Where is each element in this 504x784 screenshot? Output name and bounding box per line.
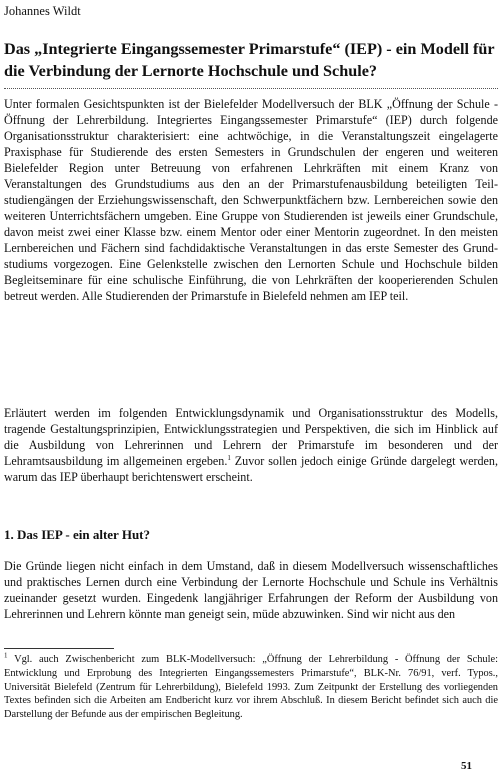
article-title: Das „Integrierte Eingangssemester Primarstufe“ (IEP) - ein Modell für die Verbindung der Lernorte Hochschule und Schule?	[4, 40, 495, 80]
footnote	[4, 653, 498, 722]
footnote-number: 1	[4, 651, 8, 660]
running-head: Johannes Wildt	[4, 4, 81, 18]
paragraph-3: Die Gründe liegen nicht einfach in dem Umstand, daß in diesem Modellversuch wissenschaftliches und praktisches Lernen durch eine Verbindung der Lernorte Hochschule und Schule ins Verhältnis zueinander gesetzt wurden. Eingedenk langjähriger Erfahrungen der Reform der Ausbildung von Lehrerinnen und Lehrern könnte man geneigt sein, müde abzuwinken. Sind wir nicht aus den	[4, 559, 498, 621]
paragraph-1: Unter formalen Gesichtspunkten ist der Bielefelder Modellversuch der BLK „Öffnung der Schule - Öffnung der Lehrerbildung. Integriertes Eingangssemester Primarstufe“ (IEP) durch folgende Organisationsstruktur charakterisiert: eine achtwöchige, in die Veranstaltungszeit eingelagerte Praxisphase für Studierende des ersten Semesters in Grundschulen der engeren und weiteren Bielefelder Region unter Betreuung von erfahrenen Lehrkräften mit einem Kranz von Veranstaltungen des Grundstudiums aus den an der Primarstufenausbildung beteiligten Teilstudiengängen der Erziehungswissenschaft, den Schwerpunktfächern bzw. Lernbereichen sowie den weiteren Unterrichtsfächern umgeben. Eine Gruppe von Studierenden ist jeweils einer Grundschule, davon meist zwei einer Klasse bzw. einem Mentor oder einer Mentorin zugeordnet. In den meisten Lernbereichen und Fächern sind fachdidaktische Veranstaltungen in das erste Semester des Grundstudiums vorgezogen. Eine Gelenkstelle zwischen den Lernorten Schule und Hochschule bilden Begleitseminare für eine schulische Einführung, die von Lehrkräften der kooperierenden Schulen betreut werden. Alle Studierenden der Primarstufe in Bielefeld nehmen am IEP teil.	[4, 97, 498, 303]
paragraph-2-text: Erläutert werden im folgenden Entwicklungsdynamik und Organisationsstruktur des Modells, tragende Gestaltungsprinzipien, Entwicklungsstrategien und Perspektiven, die sich im Hinblick auf die Ausbildung von Lehrerinnen und Lehrern der Primarstufe im besonderen und der Lehramtsausbildung im allgemeinen ergeben.	[4, 406, 498, 468]
page-number: 51	[461, 760, 472, 772]
section-heading: 1. Das IEP - ein alter Hut?	[4, 527, 151, 542]
paragraph-2	[4, 405, 498, 485]
footnote-divider	[4, 648, 114, 649]
footnote-reference: 1	[227, 453, 231, 462]
title-divider	[4, 88, 498, 89]
paragraph-2-continuation: Zuvor sollen jedoch einige Gründe dargelegt werden, warum das IEP überhaupt berichtenswert erscheint.	[4, 454, 498, 484]
footnote-text: Vgl. auch Zwischenbericht zum BLK-Modellversuch: „Öffnung der Lehrerbildung - Öffnung der Schule: Entwicklung und Erprobung des Integrierten Eingangssemesters Primarstufe“, BLK-Nr. 76/91, verf. Typos., Universität Bielefeld (Zentrum für Lehrerbildung), Bielefeld 1993. Zum Zeitpunkt der Erstellung des vorliegenden Textes befinden sich die Arbeiten am Endbericht kurz vor ihrem Abschluß. In diesem Bericht befindet sich auch die Darstellung der Befunde aus der empirischen Begleitung.	[4, 654, 498, 721]
